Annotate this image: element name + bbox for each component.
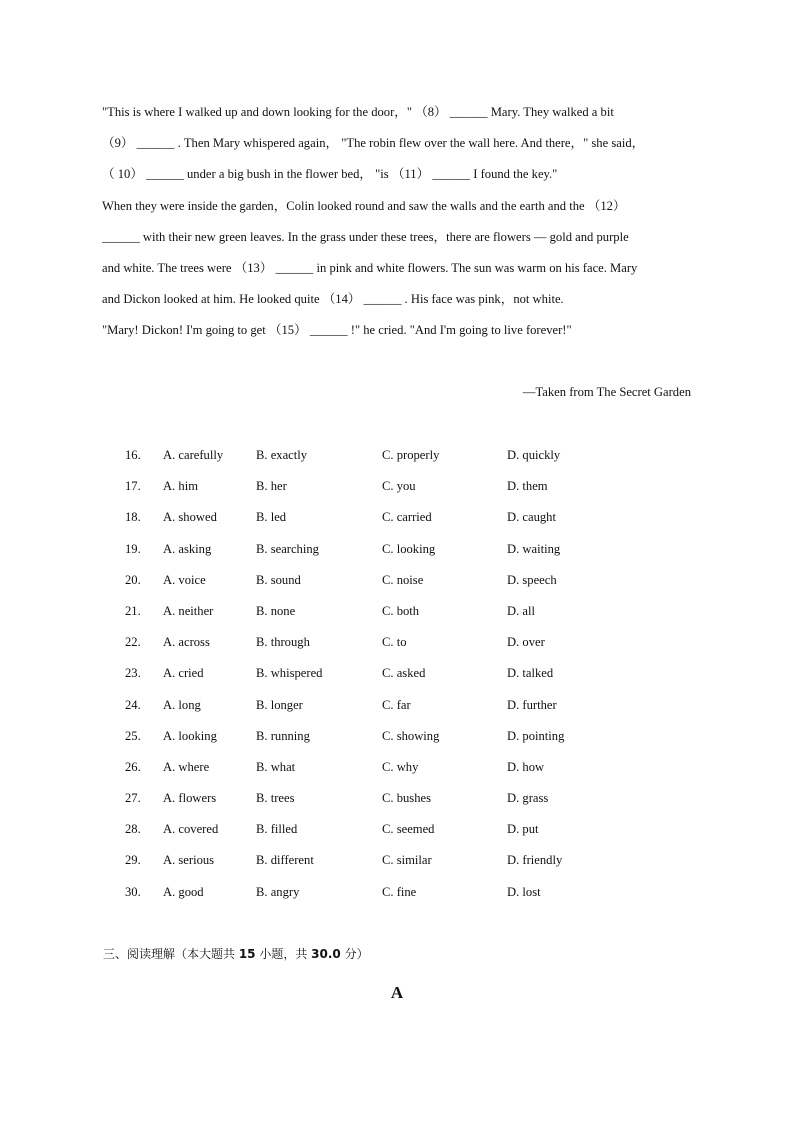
option-d: D. put — [507, 822, 539, 837]
option-b: B. exactly — [256, 448, 308, 462]
option-c: C. to — [382, 635, 407, 650]
option-a: A. cried — [163, 666, 204, 681]
option-c: C. fine — [382, 884, 417, 899]
option-c: C. you — [382, 479, 416, 494]
option-b: B. whispered — [256, 666, 323, 681]
option-b: B. different — [256, 853, 314, 868]
question-number: 20. — [125, 572, 141, 587]
question-number: 18. — [125, 510, 141, 525]
question-row — [125, 721, 564, 752]
question-row — [125, 440, 564, 471]
option-b: B. her — [256, 479, 287, 494]
passage-line: When they were inside the garden，Colin looked round and saw the walls and the earth and the （12） — [102, 198, 626, 213]
section-middle: 小题，共 — [255, 947, 312, 961]
option-c: C. looking — [382, 541, 436, 556]
option-b: B. searching — [256, 541, 319, 556]
option-d: D. how — [507, 759, 545, 774]
section-prefix: 三、阅读理解（本大题共 — [103, 947, 239, 961]
option-a: A. covered — [163, 822, 219, 837]
section-count: 15 — [238, 947, 256, 961]
option-c: C. showing — [382, 728, 440, 743]
option-c: C. why — [382, 759, 419, 774]
option-a: A. carefully — [163, 448, 224, 462]
passage-line: and Dickon looked at him. He looked quite （14） ______ . His face was pink，not white. — [102, 292, 564, 307]
option-d: D. pointing — [507, 728, 565, 743]
question-number: 24. — [125, 697, 141, 712]
option-d: D. speech — [507, 572, 557, 587]
option-a: A. asking — [163, 541, 212, 556]
section-score: 30.0 — [311, 947, 341, 961]
option-d: D. friendly — [507, 853, 563, 868]
option-c: C. noise — [382, 572, 424, 587]
question-row — [125, 814, 564, 845]
question-row — [125, 783, 564, 814]
option-d: D. over — [507, 635, 545, 650]
option-d: D. grass — [507, 791, 549, 806]
passage-line: （ 10） ______ under a big bush in the flower bed， "is （11） ______ I found the key." — [102, 167, 558, 182]
option-d: D. quickly — [507, 448, 561, 462]
part-heading: A — [390, 983, 404, 1002]
option-b: B. angry — [256, 884, 300, 899]
option-a: A. flowers — [163, 791, 217, 806]
question-row — [125, 534, 564, 565]
option-d: D. waiting — [507, 541, 561, 556]
option-b: B. what — [256, 759, 296, 774]
option-a: A. looking — [163, 728, 217, 743]
passage-line: （9） ______ . Then Mary whispered again， "The robin flew over the wall here. And there，" she said， — [102, 136, 645, 151]
option-d: D. all — [507, 603, 535, 618]
option-b: B. filled — [256, 822, 298, 837]
option-c: C. asked — [382, 666, 426, 681]
option-b: B. through — [256, 635, 310, 650]
question-number: 19. — [125, 541, 141, 556]
question-number: 28. — [125, 822, 141, 837]
option-b: B. running — [256, 728, 310, 743]
question-row — [125, 471, 564, 502]
option-d: D. lost — [507, 884, 541, 899]
question-number: 27. — [125, 791, 141, 806]
option-a: A. across — [163, 635, 210, 650]
question-number: 30. — [125, 884, 141, 899]
question-row — [125, 627, 564, 658]
passage-source: —Taken from The Secret Garden — [522, 385, 691, 399]
question-row — [125, 658, 564, 689]
option-b: B. trees — [256, 791, 295, 806]
option-a: A. him — [163, 479, 198, 494]
option-a: A. serious — [163, 853, 215, 868]
option-a: A. good — [163, 884, 204, 899]
question-number: 21. — [125, 603, 141, 618]
question-number: 26. — [125, 759, 141, 774]
question-row — [125, 596, 564, 627]
question-row — [125, 690, 564, 721]
option-b: B. longer — [256, 697, 303, 712]
option-c: C. far — [382, 697, 411, 712]
option-b: B. none — [256, 603, 296, 618]
option-c: C. seemed — [382, 822, 435, 837]
option-d: D. talked — [507, 666, 554, 681]
option-a: A. neither — [163, 603, 214, 618]
question-number: 23. — [125, 666, 141, 681]
question-number: 25. — [125, 728, 141, 743]
option-a: A. voice — [163, 572, 206, 587]
option-a: A. showed — [163, 510, 217, 525]
question-row — [125, 877, 564, 908]
question-row — [125, 502, 564, 533]
passage — [102, 100, 702, 350]
passage-line: ______ with their new green leaves. In the grass under these trees，there are flowers — gold and purple — [102, 229, 629, 244]
option-b: B. sound — [256, 572, 301, 587]
option-d: D. caught — [507, 510, 556, 525]
options-list — [125, 440, 564, 908]
option-c: C. bushes — [382, 791, 431, 806]
question-number: 16. — [125, 448, 141, 462]
option-b: B. led — [256, 510, 287, 525]
question-number: 29. — [125, 853, 141, 868]
option-c: C. both — [382, 603, 420, 618]
passage-line: "Mary! Dickon! I'm going to get （15） ______ !" he cried. "And I'm going to live forever!" — [102, 323, 572, 338]
option-d: D. further — [507, 697, 557, 712]
option-a: A. where — [163, 759, 210, 774]
passage-line: "This is where I walked up and down looking for the door，" （8） ______ Mary. They walked a bit — [102, 105, 614, 119]
question-row — [125, 752, 564, 783]
question-number: 22. — [125, 635, 141, 650]
option-a: A. long — [163, 697, 201, 712]
option-c: C. similar — [382, 853, 432, 868]
section-heading — [103, 942, 369, 966]
question-row — [125, 845, 564, 876]
option-c: C. carried — [382, 510, 432, 525]
option-c: C. properly — [382, 448, 440, 462]
section-suffix: 分） — [340, 947, 369, 961]
passage-line: and white. The trees were （13） ______ in pink and white flowers. The sun was warm on his face. Mary — [102, 260, 638, 275]
option-d: D. them — [507, 479, 548, 494]
question-row — [125, 565, 564, 596]
question-number: 17. — [125, 479, 141, 494]
